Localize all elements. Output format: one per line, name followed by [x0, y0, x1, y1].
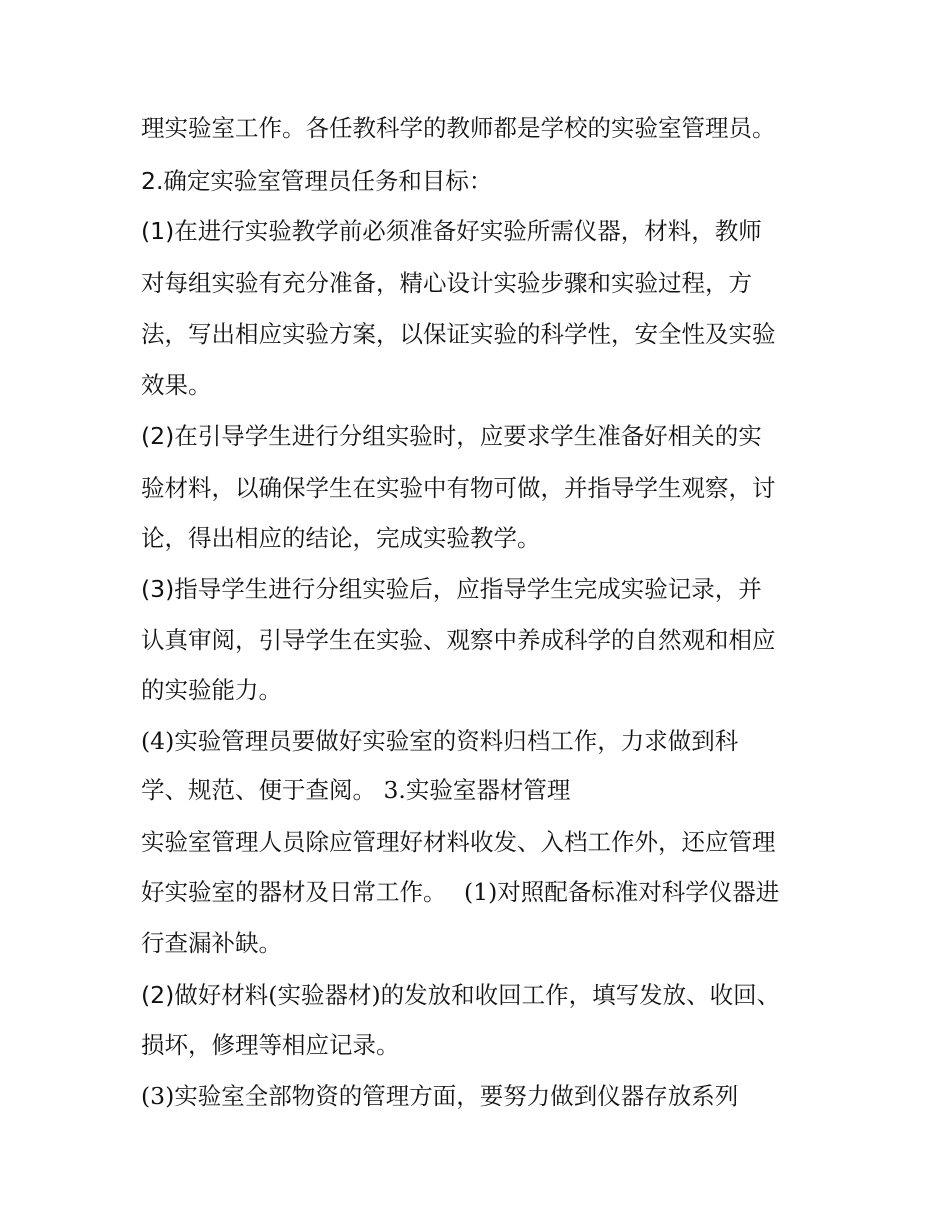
text-line-16 [141, 875, 831, 909]
text-line-7: (2)在引导学生进行分组实验时，应要求学生准备好相关的实 [141, 422, 762, 450]
text-line-13: (4)实验管理员要做好实验室的资料归档工作，力求做到科 [141, 727, 739, 755]
text-segment-16b: (1)对照配备标准对科学仪器进 [463, 878, 780, 906]
text-line-8: 验材料，以确保学生在实验中有物可做，并指导学生观察，讨 [141, 474, 776, 502]
text-line-4: 对每组实验有充分准备，精心设计实验步骤和实验过程，方 [141, 269, 752, 297]
text-line-20: (3)实验室全部物资的管理方面，要努力做到仪器存放系列 [141, 1082, 739, 1110]
text-line-9: 论，得出相应的结论，完成实验教学。 [141, 524, 541, 552]
text-segment-18b: (实验器材)的发放和收回工作，填写发放、收回、 [268, 981, 781, 1009]
text-line-18 [141, 978, 831, 1012]
text-line-14: 学、规范、便于查阅。 3.实验室器材管理 [141, 776, 571, 804]
text-line-15: 实验室管理人员除应管理好材料收发、入档工作外，还应管理 [141, 828, 776, 856]
text-line-11: 认真审阅，引导学生在实验、观察中养成科学的自然观和相应 [141, 626, 776, 654]
text-line-19: 损坏，修理等相应记录。 [141, 1031, 400, 1059]
text-line-17: 行查漏补缺。 [141, 929, 282, 957]
text-line-5: 法，写出相应实验方案，以保证实验的科学性，安全性及实验 [141, 320, 776, 348]
text-line-10: (3)指导学生进行分组实验后，应指导学生完成实验记录，并 [141, 575, 762, 603]
text-line-6: 效果。 [141, 371, 212, 399]
text-segment-18a: (2)做好材料 [141, 981, 269, 1009]
text-segment-16a: 好实验室的器材及日常工作。 [141, 878, 447, 906]
text-line-12: 的实验能力。 [141, 676, 282, 704]
section-heading-2: 2.确定实验室管理员任务和目标： [141, 167, 493, 195]
text-line-3: (1)在进行实验教学前必须准备好实验所需仪器，材料，教师 [141, 217, 762, 245]
text-line-1: 理实验室工作。各任教科学的教师都是学校的实验室管理员。 [141, 114, 776, 142]
